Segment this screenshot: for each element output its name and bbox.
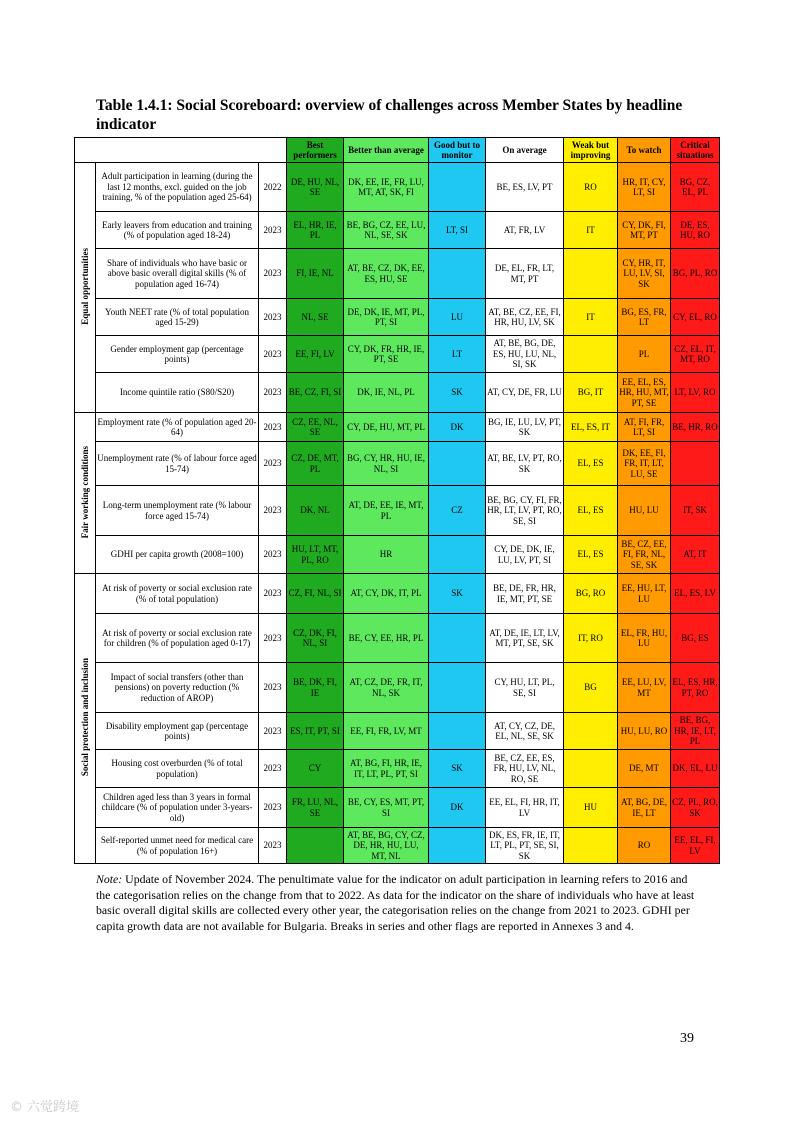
cell-watch: EL, FR, HU, LU <box>618 614 671 663</box>
cell-watch: HU, LU <box>618 486 671 536</box>
cell-average: AT, CY, DE, FR, LU <box>486 373 564 413</box>
indicator-cell: Self-reported unmet need for medical care (% of population 16+) <box>96 828 259 864</box>
cell-watch: EE, LU, LV, MT <box>618 663 671 713</box>
cell-good <box>429 828 486 864</box>
indicator-cell: Early leavers from education and training (% of population aged 18-24) <box>96 212 259 249</box>
table-note <box>96 872 696 934</box>
table-row <box>75 663 720 713</box>
year-cell: 2023 <box>259 788 287 828</box>
year-cell: 2023 <box>259 299 287 336</box>
cell-good: SK <box>429 373 486 413</box>
cell-better: DK, EE, IE, FR, LU, MT, AT, SK, FI <box>344 163 429 212</box>
indicator-cell: Housing cost overburden (% of total population) <box>96 750 259 788</box>
cell-best: EE, FI, LV <box>287 336 344 373</box>
year-cell: 2023 <box>259 536 287 574</box>
table-row <box>75 442 720 486</box>
cell-critical: BG, ES <box>671 614 720 663</box>
indicator-cell: Youth NEET rate (% of total population aged 15-29) <box>96 299 259 336</box>
cell-best: CZ, FI, NL, SI <box>287 574 344 614</box>
group-label-cell <box>75 163 96 413</box>
year-cell: 2023 <box>259 413 287 442</box>
cell-weak: RO <box>564 163 618 212</box>
cell-average: AT, BE, LV, PT, RO, SK <box>486 442 564 486</box>
cell-critical: LT, LV, RO <box>671 373 720 413</box>
cell-good <box>429 614 486 663</box>
table-row <box>75 574 720 614</box>
cell-good: LU <box>429 299 486 336</box>
social-scoreboard-table <box>74 137 720 864</box>
cell-weak: BG <box>564 663 618 713</box>
cell-critical: DE, ES, HU, RO <box>671 212 720 249</box>
cell-critical: BG, CZ, EL, PL <box>671 163 720 212</box>
year-cell: 2023 <box>259 212 287 249</box>
page-number: 39 <box>680 1031 694 1046</box>
cell-better: AT, CY, DK, IT, PL <box>344 574 429 614</box>
cell-best <box>287 828 344 864</box>
year-cell: 2023 <box>259 750 287 788</box>
cell-critical: CZ, PL, RO, SK <box>671 788 720 828</box>
cell-best: CZ, DE, MT, PL <box>287 442 344 486</box>
indicator-cell: Unemployment rate (% of labour force aged 15-74) <box>96 442 259 486</box>
cell-better: AT, BE, BG, CY, CZ, DE, HR, HU, LU, MT, NL <box>344 828 429 864</box>
indicator-cell: Employment rate (% of population aged 20-64) <box>96 413 259 442</box>
cell-average: CY, HU, LT, PL, SE, SI <box>486 663 564 713</box>
cell-weak: IT <box>564 212 618 249</box>
cell-critical: EL, ES, LV <box>671 574 720 614</box>
cell-watch: RO <box>618 828 671 864</box>
group-label-cell <box>75 574 96 864</box>
cell-good <box>429 249 486 299</box>
cell-watch: CY, DK, FI, MT, PT <box>618 212 671 249</box>
cell-critical: BE, BG, HR, IE, LT, PL <box>671 713 720 750</box>
cell-good: CZ <box>429 486 486 536</box>
header-blank <box>75 138 287 163</box>
cell-watch: HU, LU, RO <box>618 713 671 750</box>
group-label: Fair working conditions <box>79 445 90 538</box>
cell-best: FR, LU, NL, SE <box>287 788 344 828</box>
year-cell: 2023 <box>259 373 287 413</box>
cell-good: LT <box>429 336 486 373</box>
cell-good <box>429 536 486 574</box>
note-label: Note: <box>96 872 123 886</box>
header-watch: To watch <box>618 138 671 163</box>
cell-watch: AT, FI, FR, LT, SI <box>618 413 671 442</box>
table-row <box>75 828 720 864</box>
cell-watch: PL <box>618 336 671 373</box>
cell-critical: BE, HR, RO <box>671 413 720 442</box>
table-row <box>75 212 720 249</box>
cell-average: DE, EL, FR, LT, MT, PT <box>486 249 564 299</box>
cell-critical: IT, SK <box>671 486 720 536</box>
table-row <box>75 750 720 788</box>
indicator-cell: Impact of social transfers (other than pensions) on poverty reduction (% reduction of AROP) <box>96 663 259 713</box>
cell-critical: DK, EL, LU <box>671 750 720 788</box>
cell-good: DK <box>429 788 486 828</box>
indicator-cell: Income quintile ratio (S80/S20) <box>96 373 259 413</box>
cell-better: AT, CZ, DE, FR, IT, NL, SK <box>344 663 429 713</box>
cell-weak: BG, RO <box>564 574 618 614</box>
cell-average: CY, DE, DK, IE, LU, LV, PT, SI <box>486 536 564 574</box>
table-row <box>75 249 720 299</box>
cell-watch: DK, EE, FI, FR, IT, LT, LU, SE <box>618 442 671 486</box>
indicator-cell: Long-term unemployment rate (% labour force aged 15-74) <box>96 486 259 536</box>
cell-watch: AT, BG, DE, IE, LT <box>618 788 671 828</box>
cell-best: HU, LT, MT, PL, RO <box>287 536 344 574</box>
cell-watch: CY, HR, IT, LU, LV, SI, SK <box>618 249 671 299</box>
cell-best: CY <box>287 750 344 788</box>
cell-better: HR <box>344 536 429 574</box>
table-row <box>75 713 720 750</box>
cell-average: BG, IE, LU, LV, PT, SK <box>486 413 564 442</box>
cell-best: BE, DK, FI, IE <box>287 663 344 713</box>
cell-average: AT, CY, CZ, DE, EL, NL, SE, SK <box>486 713 564 750</box>
cell-weak: EL, ES <box>564 486 618 536</box>
cell-good <box>429 663 486 713</box>
year-cell: 2023 <box>259 336 287 373</box>
cell-best: BE, CZ, FI, SI <box>287 373 344 413</box>
header-good: Good but to monitor <box>429 138 486 163</box>
cell-weak <box>564 336 618 373</box>
table-row <box>75 373 720 413</box>
group-label: Social protection and inclusion <box>79 658 90 777</box>
table-row <box>75 163 720 212</box>
cell-best: EL, HR, IE, PL <box>287 212 344 249</box>
cell-best: DE, HU, NL, SE <box>287 163 344 212</box>
cell-average: EE, EL, FI, HR, IT, LV <box>486 788 564 828</box>
indicator-cell: At risk of poverty or social exclusion rate for children (% of population aged 0-17) <box>96 614 259 663</box>
header-better: Better than average <box>344 138 429 163</box>
year-cell: 2023 <box>259 574 287 614</box>
cell-weak <box>564 750 618 788</box>
cell-good <box>429 163 486 212</box>
indicator-cell: Children aged less than 3 years in formal childcare (% of population under 3-years-old) <box>96 788 259 828</box>
cell-better: DK, IE, NL, PL <box>344 373 429 413</box>
cell-weak <box>564 249 618 299</box>
indicator-cell: Disability employment gap (percentage points) <box>96 713 259 750</box>
cell-good: LT, SI <box>429 212 486 249</box>
group-label-cell <box>75 413 96 574</box>
cell-weak: EL, ES, IT <box>564 413 618 442</box>
table-row <box>75 299 720 336</box>
cell-better: BE, CY, EE, HR, PL <box>344 614 429 663</box>
year-cell: 2023 <box>259 663 287 713</box>
table-row <box>75 614 720 663</box>
cell-watch: HR, IT, CY, LT, SI <box>618 163 671 212</box>
cell-better: CY, DE, HU, MT, PL <box>344 413 429 442</box>
cell-critical: CZ, EL, IT, MT, RO <box>671 336 720 373</box>
cell-good: DK <box>429 413 486 442</box>
cell-best: CZ, EE, NL, SE <box>287 413 344 442</box>
cell-average: AT, BE, BG, DE, ES, HU, LU, NL, SI, SK <box>486 336 564 373</box>
year-cell: 2023 <box>259 828 287 864</box>
group-label: Equal opportunities <box>79 247 90 325</box>
cell-average: BE, DE, FR, HR, IE, MT, PT, SE <box>486 574 564 614</box>
cell-watch: BE, CZ, EE, FI, FR, NL, SE, SK <box>618 536 671 574</box>
cell-weak: IT <box>564 299 618 336</box>
cell-average: AT, BE, CZ, EE, FI, HR, HU, LV, SK <box>486 299 564 336</box>
cell-watch: EE, EL, ES, HR, HU, MT, PT, SE <box>618 373 671 413</box>
cell-weak: BG, IT <box>564 373 618 413</box>
cell-weak: EL, ES <box>564 442 618 486</box>
cell-best: CZ, DK, FI, NL, SI <box>287 614 344 663</box>
cell-weak: EL, ES <box>564 536 618 574</box>
cell-weak <box>564 828 618 864</box>
cell-critical: CY, EL, RO <box>671 299 720 336</box>
header-best: Best performers <box>287 138 344 163</box>
indicator-cell: Adult participation in learning (during the last 12 months, excl. guided on the job training, % of the population aged 25-64) <box>96 163 259 212</box>
table-row <box>75 336 720 373</box>
cell-watch: DE, MT <box>618 750 671 788</box>
cell-better: AT, BG, FI, HR, IE, IT, LT, PL, PT, SI <box>344 750 429 788</box>
cell-critical <box>671 442 720 486</box>
cell-good <box>429 442 486 486</box>
cell-watch: BG, ES, FR, LT <box>618 299 671 336</box>
cell-average: DK, ES, FR, IE, IT, LT, PL, PT, SE, SI, SK <box>486 828 564 864</box>
header-weak: Weak but improving <box>564 138 618 163</box>
cell-better: DE, DK, IE, MT, PL, PT, SI <box>344 299 429 336</box>
watermark: © 六觉跨境 <box>10 1100 80 1115</box>
year-cell: 2023 <box>259 614 287 663</box>
cell-average: BE, ES, LV, PT <box>486 163 564 212</box>
cell-weak: IT, RO <box>564 614 618 663</box>
cell-average: BE, BG, CY, FI, FR, HR, LT, LV, PT, RO, SE, SI <box>486 486 564 536</box>
year-cell: 2023 <box>259 249 287 299</box>
cell-critical: EE, EL, FI, LV <box>671 828 720 864</box>
cell-better: BE, BG, CZ, EE, LU, NL, SE, SK <box>344 212 429 249</box>
cell-good: SK <box>429 574 486 614</box>
table-row <box>75 486 720 536</box>
table-row <box>75 413 720 442</box>
cell-better: BE, CY, ES, MT, PT, SI <box>344 788 429 828</box>
note-text: Update of November 2024. The penultimate value for the indicator on adult participation in learning refers to 2016 and the categorisation relies on the change from that to 2022. As data for the indicator on the share of individuals who have at least basic overall digital skills are collected every other year, the categorisation relies on the change from 2021 to 2023. GDHI per capita growth data are not available for Bulgaria. Breaks in series and other flags are reported in Annexes 3 and 4. <box>96 872 695 933</box>
table-row <box>75 536 720 574</box>
indicator-cell: Gender employment gap (percentage points) <box>96 336 259 373</box>
cell-good: SK <box>429 750 486 788</box>
cell-weak: HU <box>564 788 618 828</box>
cell-best: FI, IE, NL <box>287 249 344 299</box>
cell-good <box>429 713 486 750</box>
header-average: On average <box>486 138 564 163</box>
year-cell: 2023 <box>259 486 287 536</box>
cell-better: BG, CY, HR, HU, IE, NL, SI <box>344 442 429 486</box>
indicator-cell: Share of individuals who have basic or above basic overall digital skills (% of population aged 16-74) <box>96 249 259 299</box>
cell-critical: BG, PL, RO <box>671 249 720 299</box>
cell-average: AT, FR, LV <box>486 212 564 249</box>
table-row <box>75 788 720 828</box>
cell-critical: AT, IT <box>671 536 720 574</box>
header-critical: Critical situations <box>671 138 720 163</box>
year-cell: 2023 <box>259 713 287 750</box>
cell-best: NL, SE <box>287 299 344 336</box>
cell-average: AT, DE, IE, LT, LV, MT, PT, SE, SK <box>486 614 564 663</box>
table-title: Table 1.4.1: Social Scoreboard: overview of challenges across Member States by headline indicator <box>96 97 683 133</box>
cell-better: AT, DE, EE, IE, MT, PL <box>344 486 429 536</box>
indicator-cell: GDHI per capita growth (2008=100) <box>96 536 259 574</box>
cell-best: ES, IT, PT, SI <box>287 713 344 750</box>
year-cell: 2022 <box>259 163 287 212</box>
cell-best: DK, NL <box>287 486 344 536</box>
indicator-cell: At risk of poverty or social exclusion rate (% of total population) <box>96 574 259 614</box>
cell-better: CY, DK, FR, HR, IE, PT, SE <box>344 336 429 373</box>
year-cell: 2023 <box>259 442 287 486</box>
cell-better: EE, FI, FR, LV, MT <box>344 713 429 750</box>
header-row <box>75 138 720 163</box>
cell-better: AT, BE, CZ, DK, EE, ES, HU, SE <box>344 249 429 299</box>
cell-weak <box>564 713 618 750</box>
cell-average: BE, CZ, EE, ES, FR, HU, LV, NL, RO, SE <box>486 750 564 788</box>
cell-watch: EE, HU, LT, LU <box>618 574 671 614</box>
cell-critical: EL, ES, HR, PT, RO <box>671 663 720 713</box>
